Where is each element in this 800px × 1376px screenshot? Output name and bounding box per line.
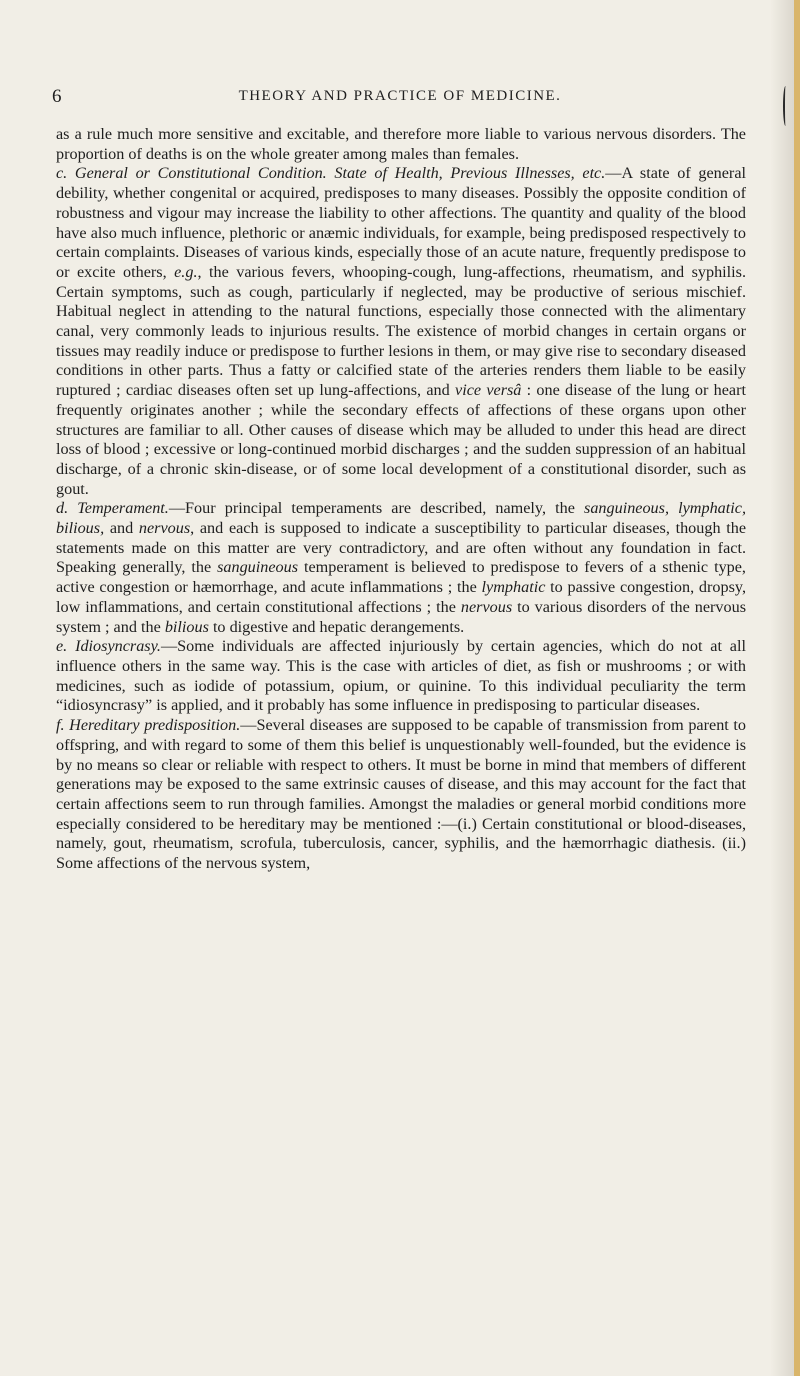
page-number: 6	[52, 86, 62, 107]
text-run: —Four principal temperaments are described, namely, the	[168, 499, 585, 518]
paragraph	[56, 164, 746, 499]
paragraph	[56, 125, 746, 164]
running-title: THEORY AND PRACTICE OF MEDICINE.	[238, 88, 562, 104]
page-edge	[794, 0, 800, 1376]
running-head	[52, 86, 748, 110]
paragraph	[56, 637, 746, 716]
text-run: to digestive and hepatic derangements.	[208, 617, 465, 636]
italic-text: vice versâ	[455, 381, 522, 400]
text-run: : one disease of the lung or heart frequently originates another ; while the secondary effects of affections of these organs upon other structures are familiar to all. Other causes of disease which may be alluded to under this head are direct loss of blood ; excessive or long-continued morbid discharges ; and the sudden suppression of an habitual discharge, of a chronic skin-disease, or of some local development of a constitutional disorder, such as gout.	[56, 381, 746, 498]
text-run: temperament is believed to predispose to fevers of a sthenic type, active congestion or hæmorrhage, and acute inflammations ; the	[56, 558, 746, 597]
italic-text: e.g.	[174, 262, 198, 281]
italic-text: nervous	[138, 519, 191, 538]
text-run: —A state of general debility, whether congenital or acquired, predisposes to many diseases. Possibly the opposite condition of robustness and vigour may increase the liability to other affections. The quantity and quality of the blood have also much influence, plethoric or anæmic individuals, for example, being predisposed respectively to certain complaints. Diseases of various kinds, especially those of an acute nature, frequently predispose to or excite others,	[56, 164, 746, 281]
italic-text: bilious	[164, 617, 209, 636]
text-run: —Several diseases are supposed to be capable of transmission from parent to offspring, and with regard to some of them this belief is unquestionably well-founded, but the evidence is by no means so clear or reliable with respect to others. It must be borne in mind that members of different generations may be exposed to the same extrinsic causes of disease, and this may account for the fact that certain affections seem to run through families. Amongst the maladies or general morbid conditions more especially considered to be hereditary may be mentioned :—(i.) Certain constitutional or blood-diseases, namely, gout, rheumatism, scrofula, tuberculosis, cancer, syphilis, and the hæmorrhagic diathesis. (ii.) Some affections of the nervous system,	[56, 716, 746, 873]
text-run: —Some individuals are affected injuriously by certain agencies, which do not at all influence others in the same way. This is the case with articles of diet, as fish or mushrooms ; or with medicines, such as iodide of potassium, opium, or quinine. To this individual peculiarity the term “idiosyncrasy” is applied, and it probably has some influence in predisposing to particular diseases.	[56, 637, 746, 715]
text-run: to passive congestion, dropsy, low inflammations, and certain constitutional affections ; the	[56, 578, 746, 616]
text-run: , the various fevers, whooping-cough, lung-affections, rheumatism, and syphilis. Certain symptoms, such as cough, particularly if neglected, may be productive of serious mischief. Habitual neglect in attending to the natural functions, especially those connected with the alimentary canal, very commonly leads to injurious results. The existence of morbid changes in certain organs or tissues may readily induce or predispose to further lesions in them, or may give rise to secondary diseased conditions in other parts. Thus a fatty or calcified state of the arteries renders them liable to be easily ruptured ; cardiac diseases often set up lung-affections, and	[56, 262, 746, 400]
italic-text: f. Hereditary predisposition.	[56, 716, 241, 735]
italic-text: e. Idiosyncrasy.	[56, 637, 161, 656]
italic-text: sanguineous, lymphatic, bilious,	[56, 499, 746, 538]
text-run: to various disorders of the nervous system ; and the	[56, 597, 746, 636]
text-run: as a rule much more sensitive and excitable, and therefore more liable to various nervous disorders. The proportion of deaths is on the whole greater among males than females.	[56, 125, 746, 163]
body-text	[56, 125, 746, 874]
italic-text: nervous	[460, 597, 513, 616]
page-gutter-shadow	[770, 0, 794, 1376]
paragraph	[56, 499, 746, 637]
paragraph	[56, 716, 746, 874]
margin-bracket-mark	[783, 86, 788, 126]
italic-text: lymphatic	[481, 578, 546, 597]
italic-text: d. Temperament.	[56, 499, 169, 518]
text-run: and	[104, 519, 139, 538]
italic-text: c. General or Constitutional Condition. State of Health, Previous Illnesses, etc.	[56, 164, 606, 183]
italic-text: sanguineous	[217, 558, 299, 577]
text-run: , and each is supposed to indicate a susceptibility to particular diseases, though the statements made on this matter are very contradictory, and are often without any foundation in fact. Speaking generally, the	[56, 519, 746, 577]
